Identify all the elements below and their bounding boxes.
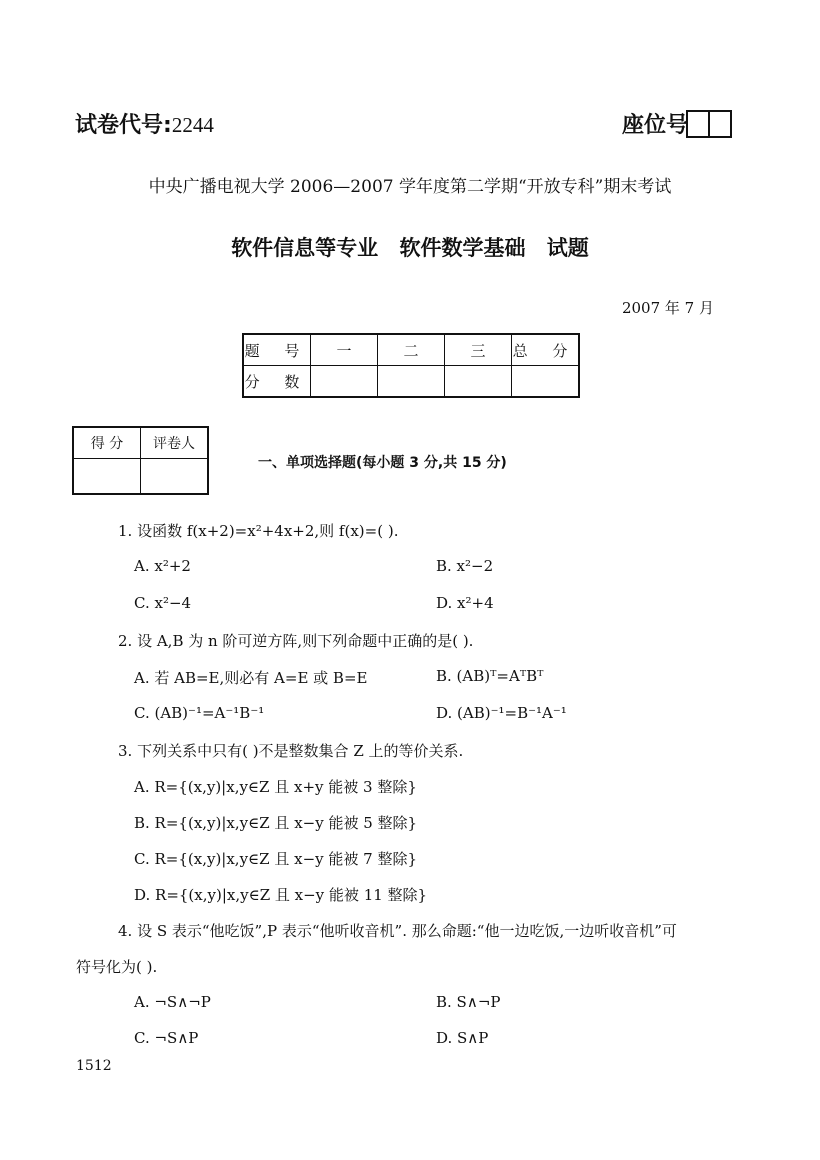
section-heading: 一、单项选择题(每小题 3 分,共 15 分) (258, 455, 507, 471)
question-2-option-b[interactable]: B. (AB)ᵀ=AᵀBᵀ (436, 667, 544, 685)
subject-title: 软件信息等专业 软件数学基础 试题 (231, 236, 589, 260)
score-value-part3[interactable] (445, 366, 512, 398)
question-4-option-b[interactable]: B. S∧¬P (436, 993, 501, 1011)
score-cell-total: 总 分 (512, 334, 580, 366)
score-cell-label: 题 号 (243, 334, 311, 366)
exam-code (75, 108, 214, 139)
score-cell-part2: 二 (378, 334, 445, 366)
score-table-value-row (243, 366, 579, 398)
score-table (242, 333, 580, 398)
grader-table (72, 426, 209, 495)
question-3-stem: 3. 下列关系中只有( )不是整数集合 Z 上的等价关系. (118, 742, 464, 760)
score-table-header-row (243, 334, 579, 366)
question-1-option-d[interactable]: D. x²+4 (436, 594, 494, 612)
grader-name-label: 评卷人 (141, 427, 209, 459)
score-value-part1[interactable] (311, 366, 378, 398)
question-2-option-a[interactable]: A. 若 AB=E,则必有 A=E 或 B=E (134, 669, 368, 687)
question-1-option-c[interactable]: C. x²−4 (134, 594, 192, 612)
question-2-stem: 2. 设 A,B 为 n 阶可逆方阵,则下列命题中正确的是( ). (118, 632, 474, 650)
seat-number-label: 座位号 (622, 113, 689, 138)
question-2-option-c[interactable]: C. (AB)⁻¹=A⁻¹B⁻¹ (134, 704, 265, 722)
question-3-option-d[interactable]: D. R={(x,y)|x,y∈Z 且 x−y 能被 11 整除} (134, 886, 428, 904)
score-cell-part1: 一 (311, 334, 378, 366)
exam-code-value: 2244 (171, 113, 214, 137)
question-1-option-a[interactable]: A. x²+2 (134, 557, 191, 575)
score-value-total[interactable] (512, 366, 580, 398)
question-3-option-b[interactable]: B. R={(x,y)|x,y∈Z 且 x−y 能被 5 整除} (134, 814, 418, 832)
grader-score-field[interactable] (73, 459, 141, 495)
score-value-part2[interactable] (378, 366, 445, 398)
seat-number (622, 108, 732, 139)
score-cell-part3: 三 (445, 334, 512, 366)
question-4-stem: 4. 设 S 表示“他吃饭”,P 表示“他听收音机”. 那么命题:“他一边吃饭,一边听收音机”可 (118, 922, 677, 940)
exam-title: 中央广播电视大学 2006—2007 学年度第二学期“开放专科”期末考试 (148, 177, 672, 197)
page-number: 1512 (76, 1058, 112, 1074)
exam-date: 2007 年 7 月 (621, 299, 714, 317)
question-3-option-c[interactable]: C. R={(x,y)|x,y∈Z 且 x−y 能被 7 整除} (134, 850, 418, 868)
score-cell-label: 分 数 (243, 366, 311, 398)
question-4-stem-continued: 符号化为( ). (76, 958, 158, 976)
question-2-option-d[interactable]: D. (AB)⁻¹=B⁻¹A⁻¹ (436, 704, 567, 722)
question-1-stem: 1. 设函数 f(x+2)=x²+4x+2,则 f(x)=( ). (118, 522, 399, 540)
question-1-option-b[interactable]: B. x²−2 (436, 557, 494, 575)
question-4-option-c[interactable]: C. ¬S∧P (134, 1029, 199, 1047)
exam-code-label: 试卷代号: (75, 113, 172, 138)
question-3-option-a[interactable]: A. R={(x,y)|x,y∈Z 且 x+y 能被 3 整除} (134, 778, 417, 796)
grader-name-field[interactable] (141, 459, 209, 495)
seat-box-1[interactable] (686, 110, 710, 138)
question-4-option-d[interactable]: D. S∧P (436, 1029, 489, 1047)
grader-score-label: 得 分 (73, 427, 141, 459)
question-4-option-a[interactable]: A. ¬S∧¬P (134, 993, 211, 1011)
seat-box-2[interactable] (708, 110, 732, 138)
